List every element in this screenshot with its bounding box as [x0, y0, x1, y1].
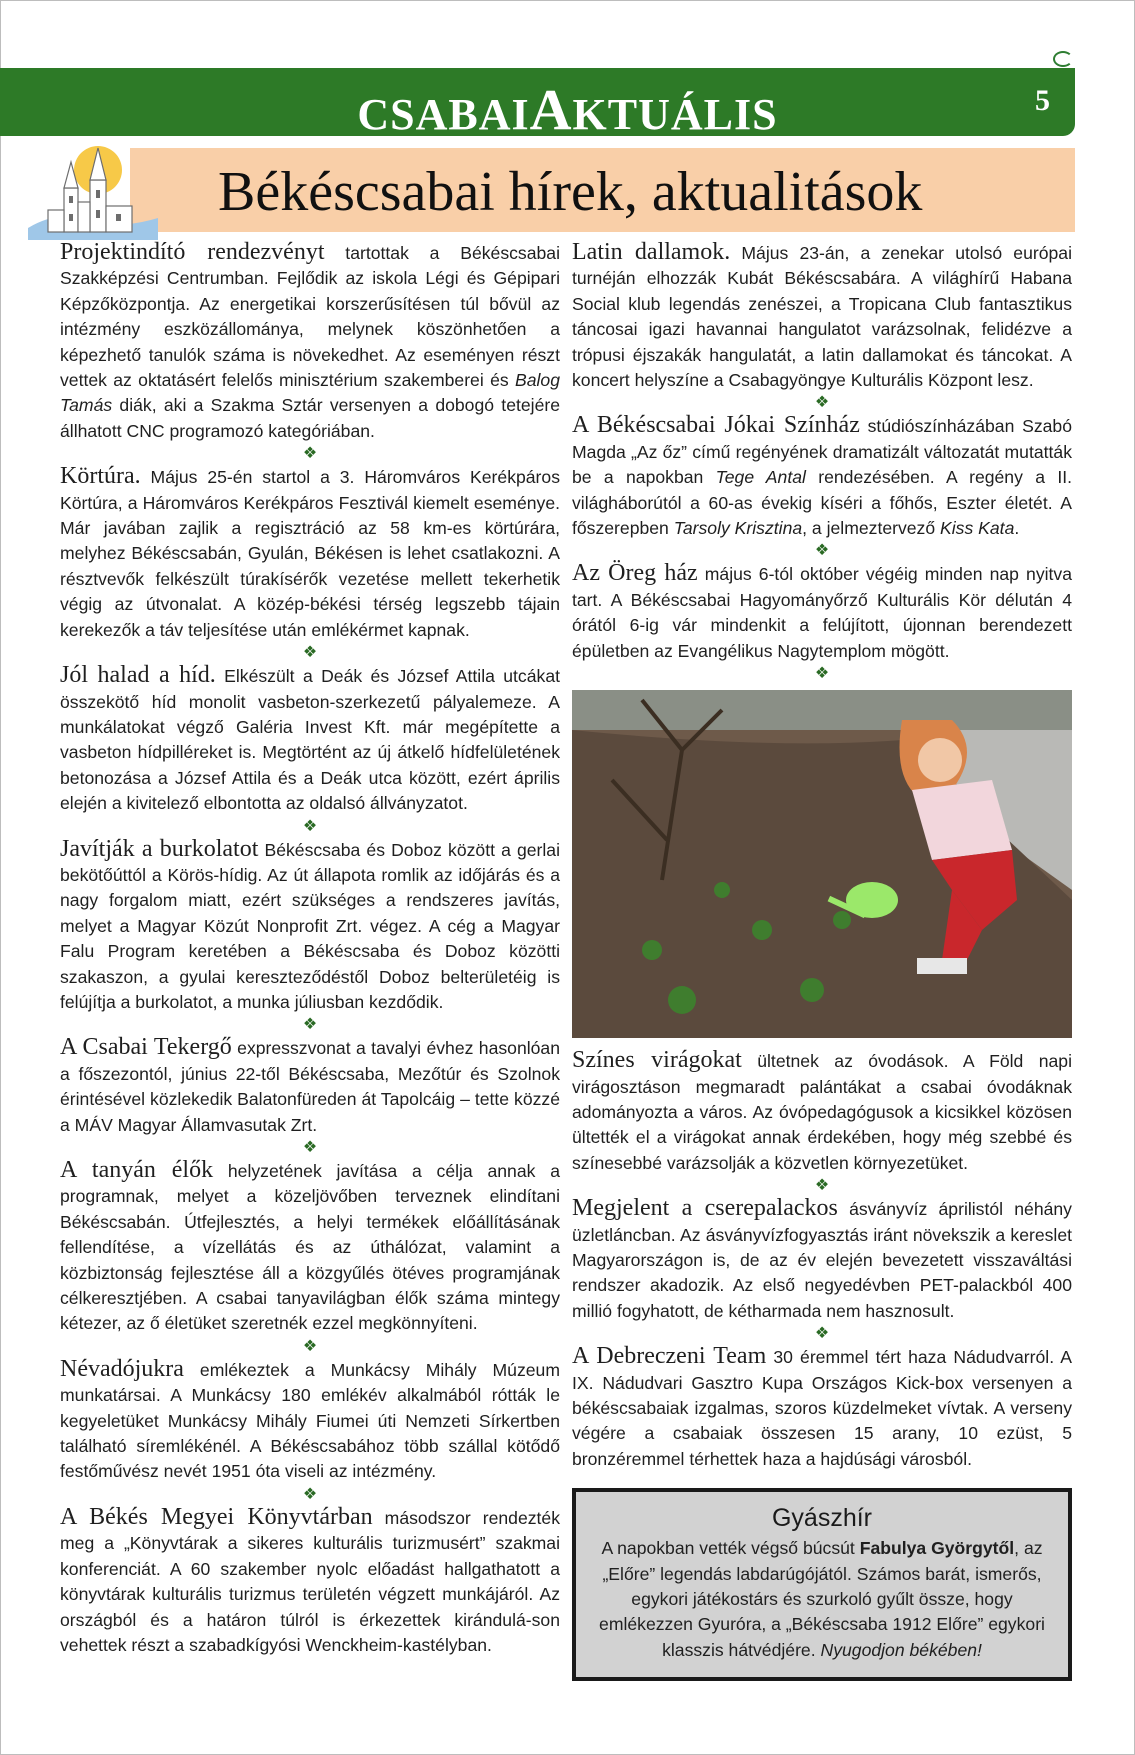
obituary-person-name: Fabulya Györgytől	[859, 1538, 1015, 1559]
article-body: .	[1014, 518, 1020, 539]
masthead-initial: A	[529, 77, 573, 142]
article-body: expresszvonat a tavalyi évhez hasonlóan a főszezontól, június 22-től Békéscsaba, Mezőtúr és Szolnok érintésével közlekedik Balatonfüreden át Tapolcáig – tette közzé a MÁV Magyar Államvasutak Zrt.	[60, 1038, 560, 1135]
article-lead: Latin dallamok.	[572, 239, 731, 265]
obituary-closing: Nyugodjon békében!	[820, 1639, 982, 1660]
separator-icon: ❖	[814, 665, 830, 683]
article-latin	[572, 240, 1072, 393]
article-body: Békéscsaba és Doboz között a gerlai bekötőúttól a Körös-hídig. Az út állapota romlik az időjárás és a nagy forgalom miatt, ezért szükséges a rendszeres javítás, melyet a Magyar Közút Nonprofit Zrt. végez. A cég a Magyar Falu Program keretében a Békéscsaba és Doboz közötti szakaszon, a gyulai kereszteződéstől Doboz belterületéig is felújítja a burkolatot, a munka júliusban kezdődik.	[60, 839, 560, 1012]
article-lead: Körtúra.	[60, 463, 141, 490]
article-szinhaz	[572, 413, 1072, 541]
separator-icon: ❖	[302, 1485, 318, 1503]
article-body: Elkészült a Deák és József Attila utcákat összekötő híd monolit vasbeton-szerkezetű pályalemeze. A munkálatokat végző Galéria Invest Kft. már megépítette a vasbeton hídpilléreket is. Megtörtént az új átkelő hídfelületének betonozása a József Attila és a Deák utca között, ezért április elején a kivitelező elbontotta az oldalsó állványzatot.	[60, 666, 560, 814]
separator-icon: ❖	[814, 1325, 830, 1343]
article-cserepalack	[572, 1196, 1072, 1324]
obituary-title: Gyászhír	[771, 1504, 873, 1533]
article-body: stúdiószínházában Szabó Magda „Az őz” című regényének dramatizált változatát mutatták be a napokban	[572, 416, 1072, 488]
obituary-text	[598, 1536, 1046, 1663]
separator-icon: ❖	[302, 1337, 318, 1355]
article-person-name: Kiss Kata	[940, 518, 1015, 539]
article-body: rendezésében. A regény a II. világháborútól a 60-as évekig kíséri a főhős, Eszter életét. A főszerepben	[572, 467, 1072, 539]
article-burkolat	[60, 837, 560, 1016]
page-number: 5	[1035, 84, 1050, 117]
girl-watering-plants-photo	[572, 690, 1072, 1038]
article-lead: Névadójukra	[60, 1355, 184, 1382]
swirl-ornament-icon	[1053, 51, 1073, 67]
article-body: május 6-tól október végéig minden nap nyitva tart. A Békéscsabai Hagyományőrző Kulturális Kör délután 4 órától 6-ig vár mindenkit a felújított, újonnan berendezett épületben az Evangélikus Nagytemplom mögött.	[572, 564, 1073, 661]
obituary-body: A napokban vették végső búcsút	[601, 1538, 860, 1559]
obituary-body: , az „Előre” legendás labdarúgójától. Számos barát, ismerős, egykori játékostárs és szurkoló gyűlt össze, hogy emlékezzen Gyuróra, a „Békéscsaba 1912 Előre” egykori klasszis hátvédjére.	[599, 1538, 1045, 1660]
article-lead: Jól halad a híd.	[60, 662, 216, 689]
separator-icon: ❖	[302, 1016, 318, 1034]
separator-icon: ❖	[302, 1139, 318, 1156]
article-lead: Projektindító rendezvényt	[60, 239, 325, 265]
obituary-box	[572, 1488, 1072, 1681]
article-body: ásványvíz áprilistól néhány üzletláncban. Az ásványvízfogyasztás iránt növekszik a kereslet Magyarországon is, de az év elején bevezetett visszaváltási rendszer akadozik. Az első negyedévben PET-palackból 400 millió fogyhatott, de kétharmada nem hasznosult.	[572, 1199, 1072, 1321]
church-logo-icon	[28, 140, 158, 240]
article-body: emlékeztek a Munkácsy Mihály Múzeum munkatársai. A Munkácsy 180 emlékév alkalmából rótták le kegyeletüket Munkácsy Mihály Fiumei úti Nemzeti Sírkertben található síremlékénél. A Békéscsabához több szállal kötődő festőművész nevét 1951 óta viseli az intézmény.	[60, 1359, 560, 1482]
masthead-word-rest: KTUÁLIS	[572, 90, 778, 139]
article-body: Május 23-án, a zenekar utolsó európai turnéján elhozzák Kubát Békéscsabára. A világhírű Habana Social klub legendás zenészei, a Tropicana Club fantasztikus táncosai igazi havannai hangulatot varázsolnak, felidézve a trópusi éjszakák hangulatát, a latin dallamokat és táncokat. A koncert helyszíne a Csabagyöngye Kulturális Központ lesz.	[572, 243, 1072, 391]
article-lead: A Békéscsabai Jókai Színház	[572, 412, 860, 439]
separator-icon: ❖	[302, 817, 318, 835]
masthead-word-csabai: CSABAI	[357, 90, 530, 139]
article-person-name: Tege Antal	[715, 467, 806, 488]
masthead-title	[0, 76, 1135, 143]
article-oreg-haz	[572, 561, 1072, 664]
article-body: 30 éremmel tért haza Nádudvarról. A IX. Nádudvari Gasztro Kupa Országos Kick-box versenyen a békéscsabaiak izgalmas, szoros küzdelmeket vívtak. A verseny végére a csabaiak összesen 15 arany, 10 ezüst, 5 bronzéremmel térhettek haza a hajdúsági városból.	[572, 1347, 1072, 1469]
separator-icon: ❖	[302, 445, 318, 463]
right-column	[572, 240, 1072, 1681]
article-viragok	[572, 1048, 1072, 1176]
left-column	[60, 240, 560, 1658]
article-body: , a jelmeztervező	[802, 518, 941, 539]
separator-icon: ❖	[814, 542, 830, 560]
article-person-name: Balog Tamás	[60, 370, 560, 416]
article-tekergo	[60, 1035, 560, 1138]
article-debreczeni	[572, 1344, 1072, 1472]
article-lead: Színes virágokat	[572, 1047, 742, 1074]
article-hid	[60, 663, 560, 816]
article-konyvtar	[60, 1505, 560, 1658]
article-projektindito	[60, 240, 560, 444]
article-kortura	[60, 464, 560, 643]
separator-icon: ❖	[302, 644, 318, 662]
article-body: másodszor rendezték meg a „Könyvtárak a sikeres kulturális turizmusért” szakmai konferenciát. A 60 szakember nyolc előadást hallgathatott a könyvtárak kulturális turizmus területén végzett munkájáról. Az országból és a határon túlról is érkezettek kirándulá-son vehettek részt a szabadkígyósi Wenckheim-kastélyban.	[60, 1507, 560, 1655]
article-lead: Megjelent a cserepalackos	[572, 1195, 838, 1222]
article-lead: A Csabai Tekergő	[60, 1034, 232, 1061]
article-lead: Javítják a burkolatot	[60, 835, 259, 862]
article-person-name: Tarsoly Krisztina	[673, 518, 803, 539]
article-body: ültetnek az óvodások. A Föld napi virágosztáson megmaradt palántákat a csabai óvodáknak adományozta a város. Az óvópedagógusok a kicsikkel közösen ültették el a virágokat annak érdekében, hogy még szebbé és színesebbé varázsolják a közvetlen környezetüket.	[572, 1051, 1073, 1173]
article-lead: A Békés Megyei Könyvtárban	[60, 1503, 373, 1530]
headline: Békéscsabai hírek, aktualitások	[218, 161, 923, 223]
article-body: tartottak a Békéscsabai Szakképzési Centrumban. Fejlődik az iskola Légi és Gépipari Képzőközpontja. Az energetikai korszerűsítésen túl bővül az intézmény eszközállománya, melynek köszönhetően a képezhető tanulók száma is növekedhet. Az eseményen részt vettek az oktatásért felelős minisztérium szakemberei és	[60, 243, 560, 391]
article-lead: A tanyán élők	[60, 1157, 214, 1183]
article-nevado	[60, 1357, 560, 1485]
article-body: diák, aki a Szakma Sztár versenyen a dobogó tetejére állhatott CNC programozó kategóriában.	[60, 395, 560, 441]
article-body: Május 25-én startol a 3. Háromváros Kerékpáros Körtúra, a Háromváros Kerékpáros Fesztivál kiemelt eseménye. Már javában zajlik a regisztráció az 58 km-es körtúrára, melyhez Békéscsabán, Gyulán, Békésen is lehet csatlakozni. A résztvevők felkészült túrakísérők vezetése mellett tekerhetik végig az útvonalat. A közép-békési térség legszebb tájain kerekezők a táv teljesítése után emlékérmet kapnak.	[60, 467, 560, 640]
separator-icon: ❖	[814, 1177, 830, 1195]
article-lead: A Debreczeni Team	[572, 1343, 767, 1370]
article-body: helyzetének javítása a célja annak a programnak, melyet a közeljövőben terveznek elindítani Békéscsabán. Útfejlesztés, a helyi termékek előállításának fellendítése, a vízellátás és az úthálózat, valamint a közbiztonság fejlesztése áll a közgyűlés ötéves programjának célkeresztjében. A csabai tanyavilágban élők száma mintegy kétezer, az ő életüket szeretnék ezzel megkönnyíteni.	[60, 1161, 560, 1334]
article-tanya	[60, 1158, 560, 1337]
separator-icon: ❖	[814, 394, 830, 412]
article-lead: Az Öreg ház	[572, 560, 698, 587]
